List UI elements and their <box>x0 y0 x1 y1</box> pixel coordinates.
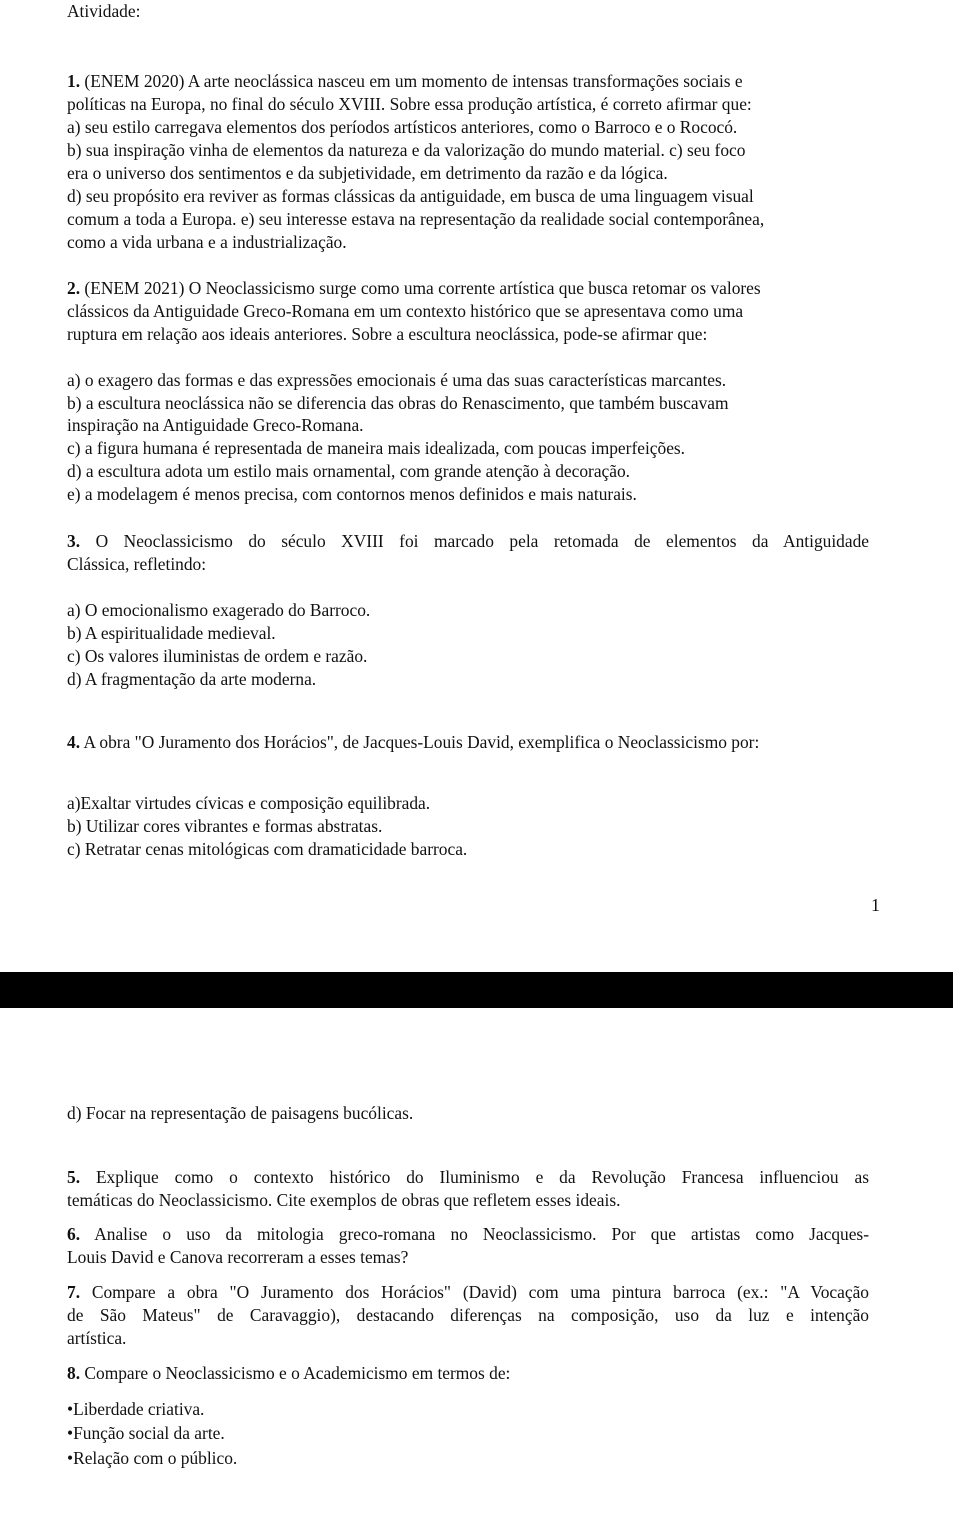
page-number: 1 <box>871 895 880 915</box>
question-3-number: 3. <box>67 531 81 551</box>
question-5-line: temáticas do Neoclassicismo. Cite exemplos de obras que refletem esses ideais. <box>67 1190 621 1210</box>
question-2-option: b) a escultura neoclássica não se diferencia das obras do Renascimento, que também buscavam <box>67 393 729 413</box>
question-6-line: 6. Analise o uso da mitologia greco-romana no Neoclassicismo. Por que artistas como Jacques- <box>67 1224 869 1244</box>
activity-header: Atividade: <box>67 1 141 21</box>
page-divider <box>0 972 953 1008</box>
question-4-option: c) Retratar cenas mitológicas com dramaticidade barroca. <box>67 839 468 859</box>
question-2-option: a) o exagero das formas e das expressões emocionais é uma das suas características marcantes. <box>67 370 727 390</box>
question-4-number: 4. <box>67 732 81 752</box>
question-1-line: era o universo dos sentimentos e da subjetividade, em detrimento da razão e da lógica. <box>67 163 668 183</box>
question-1-option-a: a) seu estilo carregava elementos dos períodos artísticos anteriores, como o Barroco e o Rococó. <box>67 117 738 137</box>
question-8-bullet: •Relação com o público. <box>67 1448 238 1468</box>
question-3-option: a) O emocionalismo exagerado do Barroco. <box>67 600 371 620</box>
question-1-option-b: b) sua inspiração vinha de elementos da natureza e da valorização do mundo material. c) seu foco <box>67 140 746 160</box>
question-4-option: b) Utilizar cores vibrantes e formas abstratas. <box>67 816 383 836</box>
question-1-option-d: d) seu propósito era reviver as formas clássicas da antiguidade, em busca de uma linguagem visual <box>67 186 754 206</box>
question-4-option-d: d) Focar na representação de paisagens bucólicas. <box>67 1103 414 1123</box>
question-3-line: Clássica, refletindo: <box>67 554 207 574</box>
question-2-option: e) a modelagem é menos precisa, com contornos menos definidos e mais naturais. <box>67 484 637 504</box>
question-8-bullet: •Função social da arte. <box>67 1423 225 1443</box>
question-8-number: 8. <box>67 1363 81 1383</box>
question-2-line: 2. (ENEM 2021) O Neoclassicismo surge como uma corrente artística que busca retomar os valores <box>67 278 761 298</box>
question-3-option: d) A fragmentação da arte moderna. <box>67 669 317 689</box>
question-7-line: artística. <box>67 1328 127 1348</box>
question-1-number: 1. <box>67 71 81 91</box>
question-7-line: 7. Compare a obra "O Juramento dos Horácios" (David) com uma pintura barroca (ex.: "A Vocação <box>67 1282 869 1302</box>
question-8-bullet: •Liberdade criativa. <box>67 1399 205 1419</box>
question-4-line: 4. A obra "O Juramento dos Horácios", de Jacques-Louis David, exemplifica o Neoclassicismo por: <box>67 732 760 752</box>
question-5-line: 5. Explique como o contexto histórico do Iluminismo e da Revolução Francesa influenciou as <box>67 1167 869 1187</box>
question-6-line: Louis David e Canova recorreram a esses temas? <box>67 1247 409 1267</box>
question-7-line: de São Mateus" de Caravaggio), destacando diferenças na composição, uso da luz e intenção <box>67 1305 869 1325</box>
question-3-option: c) Os valores iluministas de ordem e razão. <box>67 646 368 666</box>
question-3-line: 3. O Neoclassicismo do século XVIII foi marcado pela retomada de elementos da Antiguidade <box>67 531 869 551</box>
document-page-2 <box>0 1008 953 1534</box>
question-2-line: clássicos da Antiguidade Greco-Romana em um contexto histórico que se apresentava como uma <box>67 301 744 321</box>
question-1-line: como a vida urbana e a industrialização. <box>67 232 347 252</box>
question-6-number: 6. <box>67 1224 81 1244</box>
question-7-number: 7. <box>67 1282 81 1302</box>
question-4-option: a)Exaltar virtudes cívicas e composição equilibrada. <box>67 793 431 813</box>
question-2-option: inspiração na Antiguidade Greco-Romana. <box>67 415 364 435</box>
question-2-number: 2. <box>67 278 81 298</box>
question-2-option: d) a escultura adota um estilo mais ornamental, com grande atenção à decoração. <box>67 461 631 481</box>
question-2-option: c) a figura humana é representada de maneira mais idealizada, com poucas imperfeições. <box>67 438 686 458</box>
question-1-line: políticas na Europa, no final do século XVIII. Sobre essa produção artística, é correto afirmar que: <box>67 94 752 114</box>
question-1-line: comum a toda a Europa. e) seu interesse estava na representação da realidade social contemporânea, <box>67 209 765 229</box>
question-3-option: b) A espiritualidade medieval. <box>67 623 276 643</box>
question-1-line: 1. (ENEM 2020) A arte neoclássica nasceu em um momento de intensas transformações sociais e <box>67 71 743 91</box>
question-8-line: 8. Compare o Neoclassicismo e o Academicismo em termos de: <box>67 1363 511 1383</box>
question-5-number: 5. <box>67 1167 81 1187</box>
question-2-line: ruptura em relação aos ideais anteriores. Sobre a escultura neoclássica, pode-se afirmar que: <box>67 324 708 344</box>
